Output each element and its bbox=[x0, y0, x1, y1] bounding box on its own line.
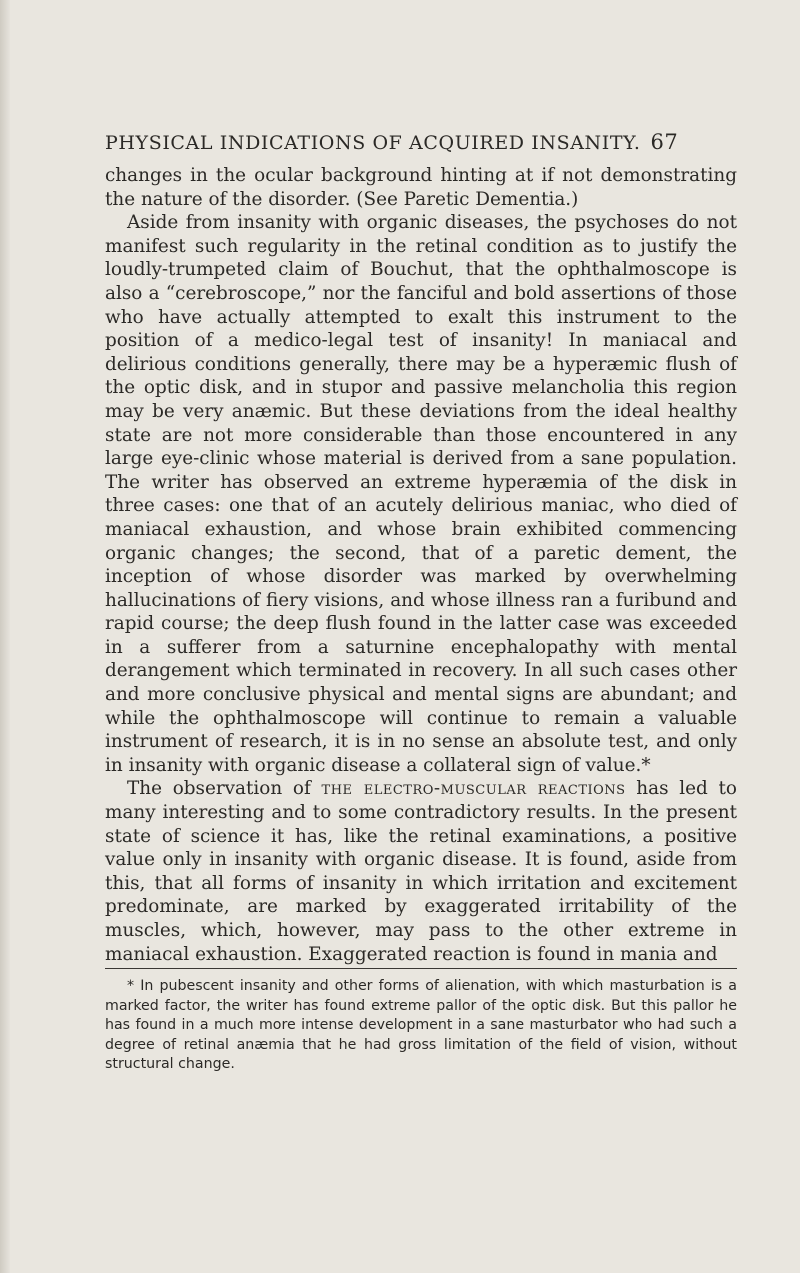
paragraph-3-rest: has led to many interesting and to some contradictory results. In the present state of science it has, like the retinal examinations, a positive value only in insanity with organic disease. It is found, aside from this, that all forms of insanity in which irritation and excitement predominate, are marked by exaggerated irritability of the muscles, which, however, may pass to the other extreme in maniacal exhaustion. Exaggerated reaction is found in mania and bbox=[105, 778, 737, 965]
page-edge bbox=[0, 0, 10, 1273]
footnote-text: * In pubescent insanity and other forms of alienation, with which masturbation is a marked factor, the writer has found extreme pallor of the optic disk. But this pallor he has found in a much more intense development in a sane masturbator who had such a degree of retinal anæmia that he had gross limitation of the field of vision, without structural change. bbox=[105, 978, 737, 1073]
paragraph-3-start: The observation of bbox=[127, 778, 322, 800]
paragraph-2: Aside from insanity with organic diseases, the psychoses do not manifest such regularity in the retinal condition as to justify the loudly-trumpeted claim of Bouchut, that the ophthalmoscope is also a “cerebroscope,” nor the fanciful and bold assertions of those who have actually attempted to exalt this instrument to the position of a medico-legal test of insanity! In maniacal and delirious conditions generally, there may be a hyperæmic flush of the optic disk, and in stupor and passive melancholia this region may be very anæmic. But these deviations from the ideal healthy state are not more considerable than those encountered in any large eye-clinic whose material is derived from a sane population. The writer has observed an extreme hyperæmia of the disk in three cases: one that of an acutely delirious maniac, who died of maniacal exhaustion, and whose brain exhibited commencing organic changes; the second, that of a paretic dement, the inception of whose disorder was marked by overwhelming hallucinations of fiery visions, and whose illness ran a furibund and rapid course; the deep flush found in the latter case was exceeded in a sufferer from a saturnine encephalopathy with mental derangement which terminated in recovery. In all such cases other and more conclusive physical and mental signs are abundant; and while the ophthalmoscope will continue to remain a valuable instrument of research, it is in no sense an absolute test, and only in insanity with organic disease a collateral sign of value.* bbox=[105, 212, 737, 776]
electro-muscular-heading: the electro-muscular reactions bbox=[321, 778, 626, 800]
page-number: 67 bbox=[650, 130, 679, 154]
paragraph-1: changes in the ocular background hinting at if not demonstrating the nature of the disorder. (See Paretic Dementia.) bbox=[105, 165, 737, 210]
running-header bbox=[105, 130, 745, 154]
footnote-rule bbox=[105, 968, 737, 969]
body-text bbox=[105, 164, 737, 966]
header-title: PHYSICAL INDICATIONS OF ACQUIRED INSANITY. bbox=[105, 132, 641, 154]
paragraph-3 bbox=[105, 777, 737, 966]
footnote bbox=[105, 977, 737, 1075]
